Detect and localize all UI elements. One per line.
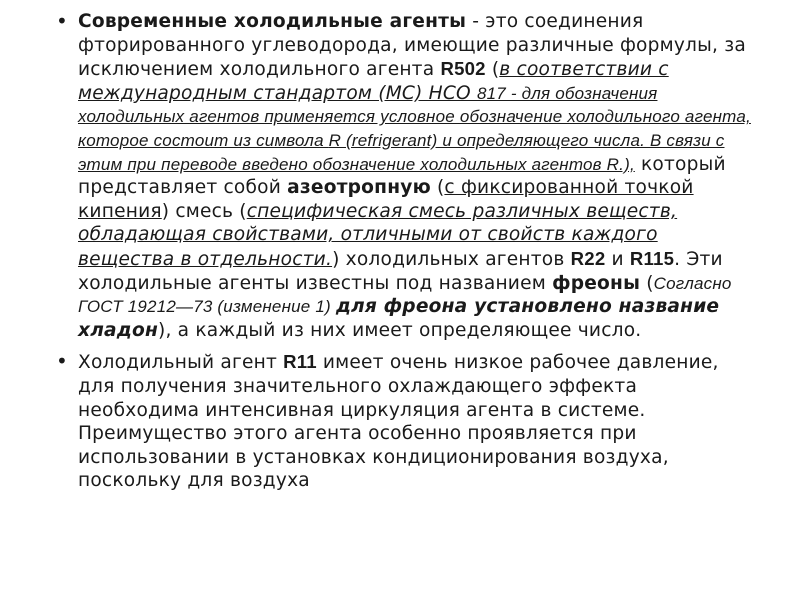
body-text: который представляет собой (78, 153, 726, 199)
list-item (0, 350, 800, 493)
term-modern-refrigerants: Современные холодильные агенты (78, 11, 467, 32)
note-gost: Согласно ГОСТ 19212—73 (изменение 1) (78, 273, 732, 317)
note-hladon: для фреона установлено название хладон (78, 296, 720, 341)
paren-open: ( (485, 59, 500, 81)
note-specific-mixture: специфическая смесь различных веществ, обладающая свойствами, отличными от свойств каждого вещества в отдельности. (78, 200, 678, 270)
code-r11: R11 (283, 351, 317, 373)
code-r22: R22 (570, 247, 606, 269)
code-r115: R115 (629, 247, 675, 269)
bullet-list (0, 10, 800, 493)
note-refrigerant-symbol: R (refrigerant) и определяющего числа. В связи с этим при переводе введено обозначение холодильных агентов R.), (78, 130, 725, 174)
bullet-dot: • (56, 349, 68, 374)
note-fixed-boiling: с фиксированной точкой кипения (78, 177, 694, 222)
body-text: . Эти холодильные агенты известны под названием (78, 248, 723, 294)
paren-open: ( (430, 177, 445, 199)
note-standard-cont: 817 - для обозначения холодильных агентов применяется условное обозначение холодильного агента, которое состоит из символа (78, 83, 751, 150)
term-azeotropic: азеотропную (287, 177, 431, 199)
list-item (0, 10, 800, 342)
body-text: ( (640, 272, 654, 294)
bullet-dot: • (56, 9, 68, 33)
body-text: ) холодильных агентов (332, 248, 571, 270)
body-text: ), а каждый из них имеет определяющее число. (158, 319, 642, 341)
body-text: и (605, 248, 630, 270)
body-text: Холодильный агент (78, 352, 284, 374)
code-r502: R502 (440, 58, 486, 80)
body-text: - это соединения фторированного углеводорода, имеющие различные формулы, за исключением холодильного агента (78, 11, 746, 81)
body-text: ) смесь ( (161, 200, 247, 222)
note-standard: в соответствии с международным стандартом (МС) НСО (78, 59, 669, 104)
body-text: имеет очень низкое рабочее давление, для получения значительного охлаждающего эффекта необходима интенсивная циркуляция агента в системе. Преимущество этого агента особенно проявляется при использовании в установках кондиционирования воздуха, поскольку для воздуха (78, 352, 719, 492)
term-freons: фреоны (552, 272, 641, 294)
